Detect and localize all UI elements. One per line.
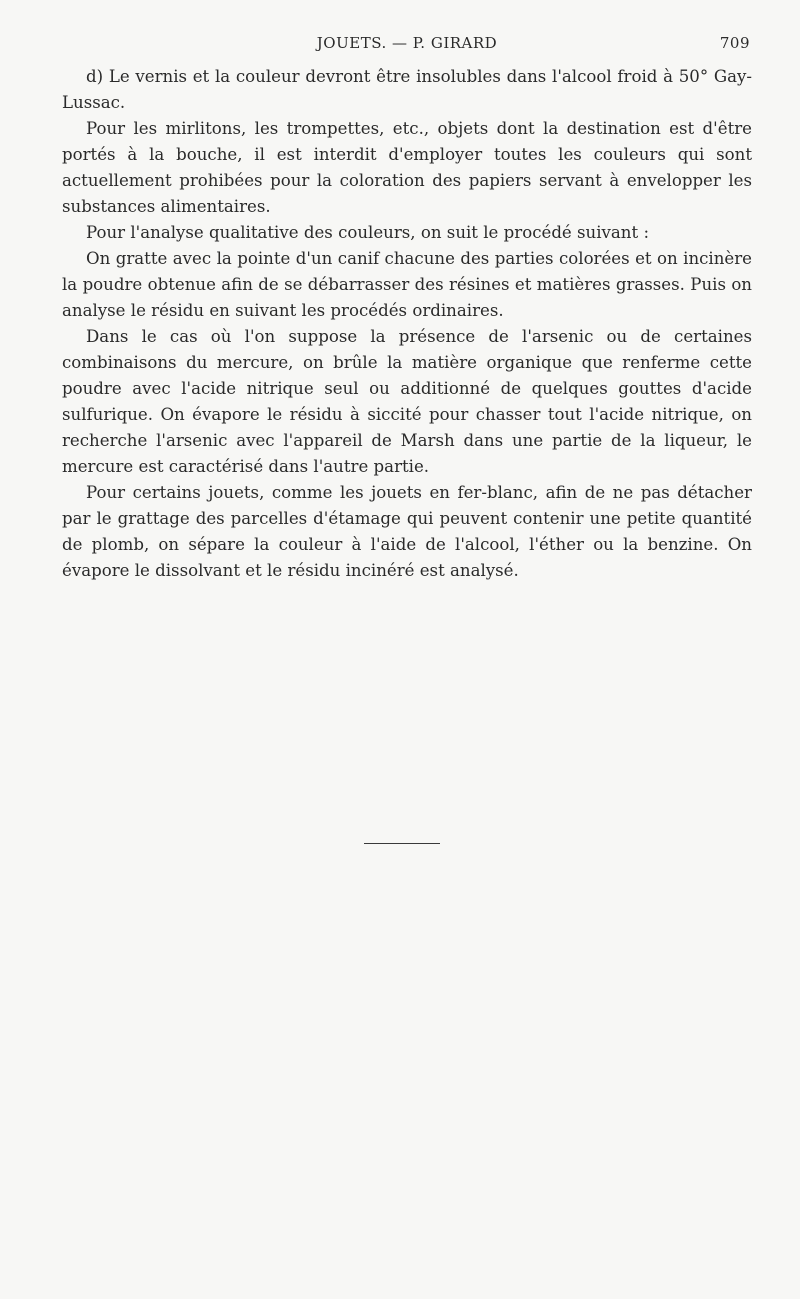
end-rule <box>364 843 440 844</box>
body-text <box>62 64 752 584</box>
paragraph-gratte: On gratte avec la pointe d'un canif chacune des parties colorées et on incinère la poudre obtenue afin de se débarrasser des résines et matières grasses. Puis on analyse le résidu en suivant les procédés ordinaires. <box>62 249 752 320</box>
paragraph-vernis: d) Le vernis et la couleur devront être insolubles dans l'alcool froid à 50° Gay-Lussac. <box>62 67 752 112</box>
running-title: JOUETS. — P. GIRARD <box>316 34 498 52</box>
paragraph-analyse: Pour l'analyse qualitative des couleurs, on suit le procédé suivant : <box>86 223 650 242</box>
paragraph-mirlitons: Pour les mirlitons, les trompettes, etc., objets dont la destination est d'être portés à la bouche, il est interdit d'employer toutes les couleurs qui sont actuellement prohibées pour la coloration des papiers servant à envelopper les substances alimentaires. <box>62 119 752 216</box>
paragraph-arsenic: Dans le cas où l'on suppose la présence de l'arsenic ou de certaines combinaisons du mercure, on brûle la matière organique que renferme cette poudre avec l'acide nitrique seul ou additionné de quelques gouttes d'acide sulfurique. On évapore le résidu à siccité pour chasser tout l'acide nitrique, on recherche l'arsenic avec l'appareil de Marsh dans une partie de la liqueur, le mercure est caractérisé dans l'autre partie. <box>62 327 752 476</box>
page-number: 709 <box>719 34 750 52</box>
running-head <box>62 34 752 56</box>
paragraph-fer-blanc: Pour certains jouets, comme les jouets en fer-blanc, afin de ne pas détacher par le grattage des parcelles d'étamage qui peuvent contenir une petite quantité de plomb, on sépare la couleur à l'aide de l'alcool, l'éther ou la benzine. On évapore le dissolvant et le résidu incinéré est analysé. <box>62 483 752 580</box>
